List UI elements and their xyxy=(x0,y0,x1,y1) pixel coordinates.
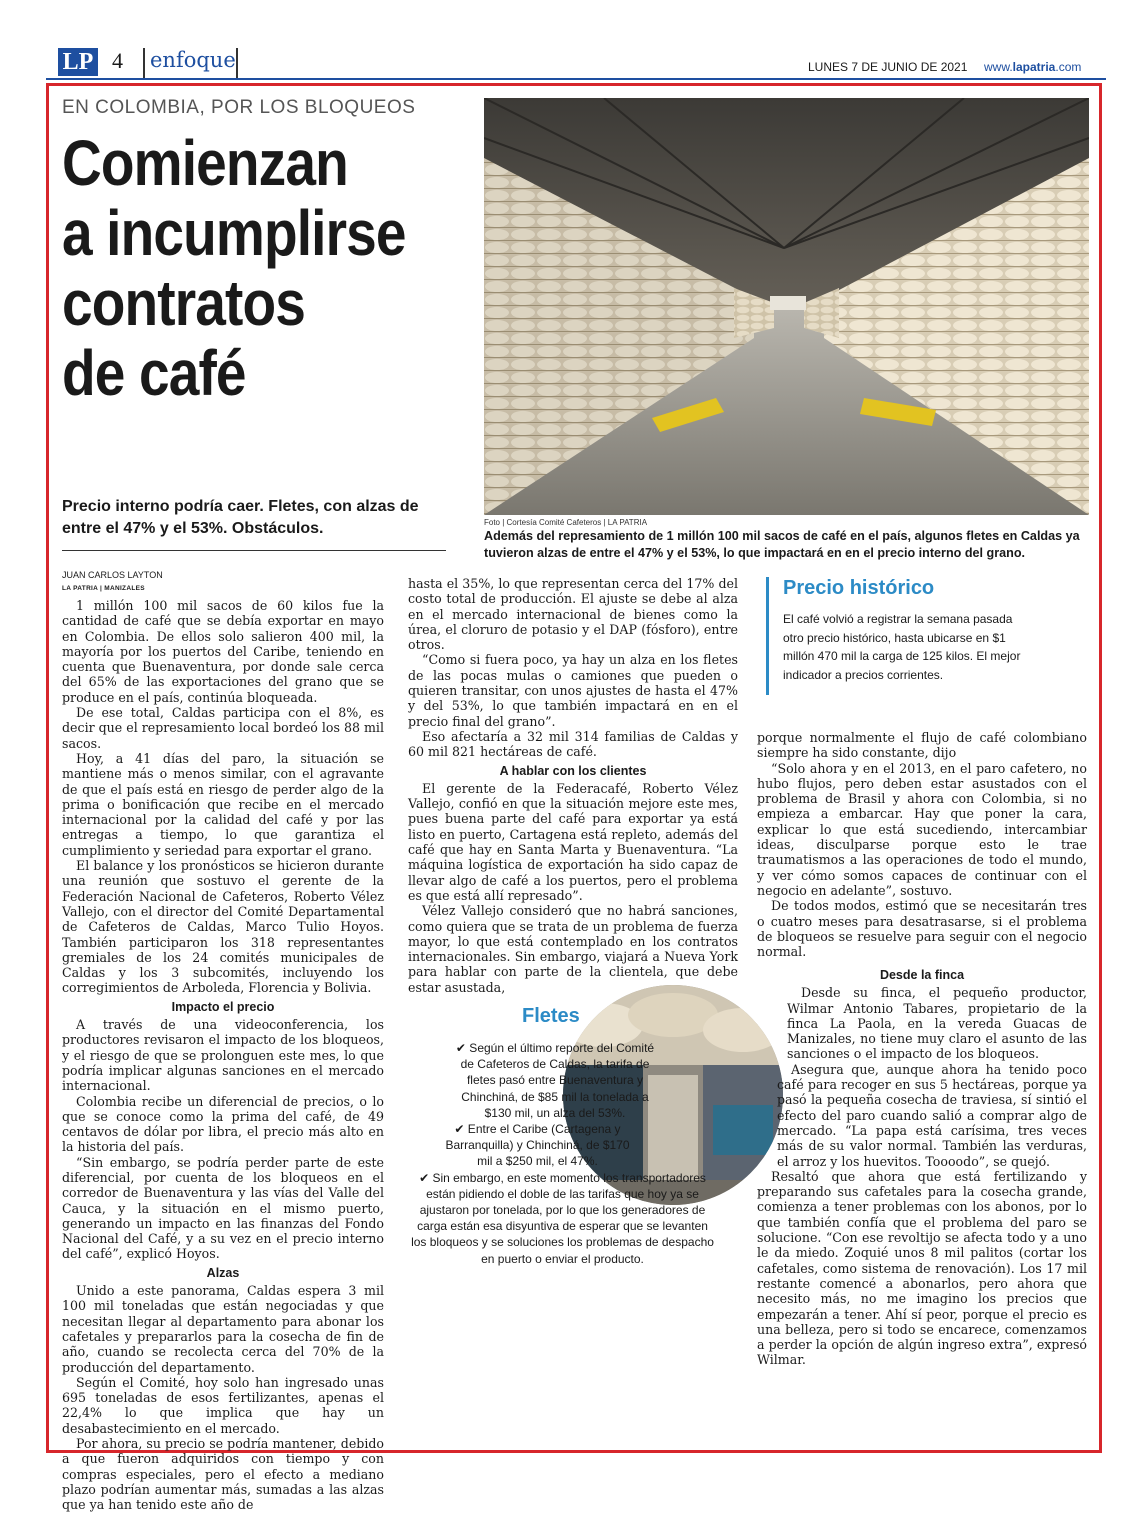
paragraph: A través de una videoconferencia, los productores revisaron el impacto de los bloqueos, y el riesgo de que se prolonguen este mes, lo que podría implicar algunas sanciones en el mercado internacional. xyxy=(62,1017,384,1094)
headline-line: Comienzan xyxy=(62,127,348,199)
paragraph: Según el Comité, hoy solo han ingresado unas 695 toneladas de esos fertilizantes, apenas el 22,4% lo que implica que hay un desabastecimiento en el mercado. xyxy=(62,1374,384,1436)
paragraph: De todos modos, estimó que se necesitarán tres o cuatro meses para desatrasarse, si el problema de bloqueos se resuelve para seguir con el negocio normal. xyxy=(757,898,1087,960)
subheading: A hablar con los clientes xyxy=(499,763,647,778)
sidebar-title: Precio histórico xyxy=(783,577,935,599)
paragraph: Colombia recibe un diferencial de precios, o lo que se conoce como la prima del café, de 49 centavos de dólar por libra, el precio más alto en la historia del país. xyxy=(62,1093,384,1155)
paragraph: “Sin embargo, se podría perder parte de este diferencial, por cuenta de los bloqueos en el corredor de Buenaventura y las vías del Valle del Cauca, y la situación en el mismo puerto, generando un impacto en las finanzas del Fondo Nacional del Café, y a su vez en el precio interno del café”, explicó Hoyos. xyxy=(62,1154,384,1262)
paragraph: hasta el 35%, lo que representan cerca del 17% del costo total de producción. El ajuste se debe al alza en el mercado internacional de bienes como la úrea, el cloruro de potasio y el DAP (fósforo), entre otros. xyxy=(408,576,738,653)
sidebar-accent-bar xyxy=(766,577,769,695)
fletes-list xyxy=(410,1040,715,1267)
paragraph: Hoy, a 41 días del paro, la situación se mantiene más o menos similar, con el agravante de que el país está en riesgo de perder algo de la prima o bonificación que recibe en el mercado internacional por la calidad del café y por las entregas a tiempo, lo que garantiza el cumplimiento y seriedad para exportar el grano. xyxy=(62,750,384,858)
byline: JUAN CARLOS LAYTON xyxy=(62,570,163,580)
paragraph: De ese total, Caldas participa con el 8%, es decir que el represamiento local bordeó los 88 mil sacos. xyxy=(62,705,384,751)
site-name: lapatria xyxy=(1012,60,1056,74)
site-suffix: .com xyxy=(1055,60,1082,74)
kicker: EN COLOMBIA, POR LOS BLOQUEOS xyxy=(62,97,416,118)
paragraph: Eso afectaría a 32 mil 314 familias de Caldas y 60 mil 821 hectáreas de café. xyxy=(408,728,738,760)
article-column-4 xyxy=(757,964,1087,1368)
headline-line: de café xyxy=(62,337,246,409)
deck-rule xyxy=(62,550,446,551)
photo-caption: Además del represamiento de 1 millón 100 mil sacos de café en el país, algunos fletes en Caldas ya tuvieron alzas de entre el 47% y el 53%, lo que impactará en en el precio interno del grano. xyxy=(484,529,1080,560)
paragraph: 1 millón 100 mil sacos de 60 kilos fue la cantidad de café que se debía exportar en mayo en Colombia. De ellos solo salieron 400 mil, la mayoría por los puertos del Caribe, teniendo en cuenta que Buenaventura, por donde sale cerca del 65% de las exportaciones del grano que se produce en el país, continúa bloqueada. xyxy=(62,598,384,705)
article-column-1 xyxy=(62,598,384,1513)
paragraph: El gerente de la Federacafé, Roberto Vélez Vallejo, confió en que la situación mejore este mes, pues buena parte del café para exportar ya está listo en puerto, Cartagena está repleto, además del café que hay en Santa Marta y Buenaventura. “La máquina logística de exportación ha sido capaz de llevar algo de café a los puertos, pero el problema es que está allí represado”. xyxy=(408,780,738,903)
paragraph: Vélez Vallejo consideró que no habrá sanciones, como quiera que se trata de un problema de fuerza mayor, lo que está contemplado en los contratos internacionales. Sin embargo, viajará a Nueva York para hablar con parte de la clientela, que debe estar asustada, xyxy=(408,903,738,995)
fletes-item: ✔ Sin embargo, en este momento los transportadores están pidiendo el doble de las tarifas que hoy ya se ajustaron por tonelada, por lo que los generadores de carga están esa disyuntiva de esperar que se levanten los bloqueos y se soluciones los problemas de despacho en puerto o enviar el producto. xyxy=(411,1170,714,1266)
headline-line: contratos xyxy=(62,267,306,339)
paragraph: “Solo ahora y en el 2013, en el paro cafetero, no hubo flujos, pero deben estar asustados con el problema de Brasil y ahora con Colombia, si no empieza a embarcar. Hay que poner la cara, explicar lo que está sucediendo, intercambiar ideas, disculparse porque esto le trae traumatismos a las operaciones de todo el mundo, y ver cómo somos capaces de continuar con el negocio en adelante”, sostuvo. xyxy=(757,760,1087,898)
masthead-divider xyxy=(236,48,238,78)
site-prefix: www. xyxy=(984,60,1013,74)
fletes-item: ✔ Según el último reporte del Comité de Cafeteros de Caldas, la tarifa de fletes pasó entre Buenaventura y Chinchiná, de $85 mil la tonelada a $130 mil, un alza del 53%. xyxy=(455,1041,655,1120)
page-number: 4 xyxy=(112,48,123,73)
paragraph: Asegura que, aunque ahora ha tenido poco café para recoger en sus 5 hectáreas, porque ya pasó la pequeña cosecha de traviesa, sí sintió el efecto del paro cuando salió a comprar algo de mercado. “La papa está carísima, tres veces más de su valor normal. También las verduras, el arroz y los huevitos. Toooodo”, se quejó. xyxy=(777,1061,1087,1169)
fletes-title: Fletes xyxy=(522,1005,580,1027)
section-name: enfoque xyxy=(150,48,236,72)
photo-credit: Foto | Cortesía Comité Cafeteros | LA PATRIA xyxy=(484,518,648,527)
newspaper-logo: LP xyxy=(58,48,98,76)
paragraph: El balance y los pronósticos se hicieron durante una reunión que sostuvo el gerente de la Federación Nacional de Cafeteros, Roberto Vélez Vallejo, con el director del Comité Departamental de Cafeteros de Caldas, Marco Tulio Hoyos. También participaron los 318 representantes gremiales de los 24 comités municipales de Caldas y los 3 subcomités, incluyendo los corregimientos de Arboleda, Florencia y Bolivia. xyxy=(62,858,384,996)
byline-outlet: LA PATRIA | MANIZALES xyxy=(62,585,145,592)
deck: Precio interno podría caer. Fletes, con alzas de entre el 47% y el 53%. Obstáculos. xyxy=(62,498,419,537)
issue-date: LUNES 7 DE JUNIO DE 2021 xyxy=(808,60,968,74)
paragraph: Unido a este panorama, Caldas espera 3 mil 100 mil toneladas que están negociadas y que necesitan llegar al departamento para abonar los cafetales y prepararlos para la cosecha de fin de año, cuando se recolecta cerca del 70% de la producción del departamento. xyxy=(62,1283,384,1375)
paragraph: Resaltó que ahora que está fertilizando y preparando sus cafetales para la cosecha grande, comienza a tener problemas con los abonos, por lo que también confía que el problema del paro se solucione. “Con ese revoltijo se afecta todo y a uno le da miedo. Zoquié unos 8 mil palitos (cortar los cafetales, como sistema de renovación). Los 17 mil restante comencé a abonarlos, pero ahora que necesito más, no me imagino los precios que empezarán a tener. Ahí sí peor, porque el precio es una belleza, pero si todo se encarece, comenzamos a perder la opción de algún ingreso extra”, expresó Wilmar. xyxy=(757,1168,1087,1368)
fletes-item: ✔ Entre el Caribe (Cartagena y Barranquilla) y Chinchiná, de $170 mil a $250 mil, el 47%. xyxy=(445,1122,630,1169)
paragraph: Por ahora, su precio se podría mantener, debido a que fueron adquiridos con tiempo y con compras especiales, pero el efecto a mediano plazo podrían aumentar más, sumadas a las alzas que ya han tenido este año de xyxy=(62,1436,384,1513)
paragraph: porque normalmente el flujo de café colombiano siempre ha sido constante, dijo xyxy=(757,730,1087,761)
article-column-2 xyxy=(408,576,738,995)
masthead-divider xyxy=(143,48,145,78)
masthead-rule xyxy=(46,78,1106,80)
subheading: Alzas xyxy=(206,1265,240,1280)
paragraph: “Como si fuera poco, ya hay un alza en los fletes de las pocas mulas o camiones que pueden o quieren transitar, con unos ajustes de hasta el 47% y del 53%, lo que también impactará en en el precio final del grano”. xyxy=(408,652,738,729)
article-column-3 xyxy=(757,730,1087,959)
subheading: Desde la finca xyxy=(879,968,965,982)
paragraph: Desde su finca, el pequeño productor, Wilmar Antonio Tabares, propietario de la finca La Paola, en la vereda Guacas de Manizales, no tiene muy claro el asunto de las sanciones o el impacto de los bloqueos. xyxy=(787,985,1087,1062)
subheading: Impacto el precio xyxy=(171,999,275,1014)
headline-line: a incumplirse xyxy=(62,197,406,269)
website-link[interactable] xyxy=(984,60,1081,74)
sidebar-text: El café volvió a registrar la semana pasada otro precio histórico, hasta ubicarse en $1 millón 470 mil la carga de 125 kilos. El mejor indicador a precios corrientes. xyxy=(783,612,1021,682)
warehouse-photo xyxy=(484,98,1089,515)
headline xyxy=(62,128,415,408)
